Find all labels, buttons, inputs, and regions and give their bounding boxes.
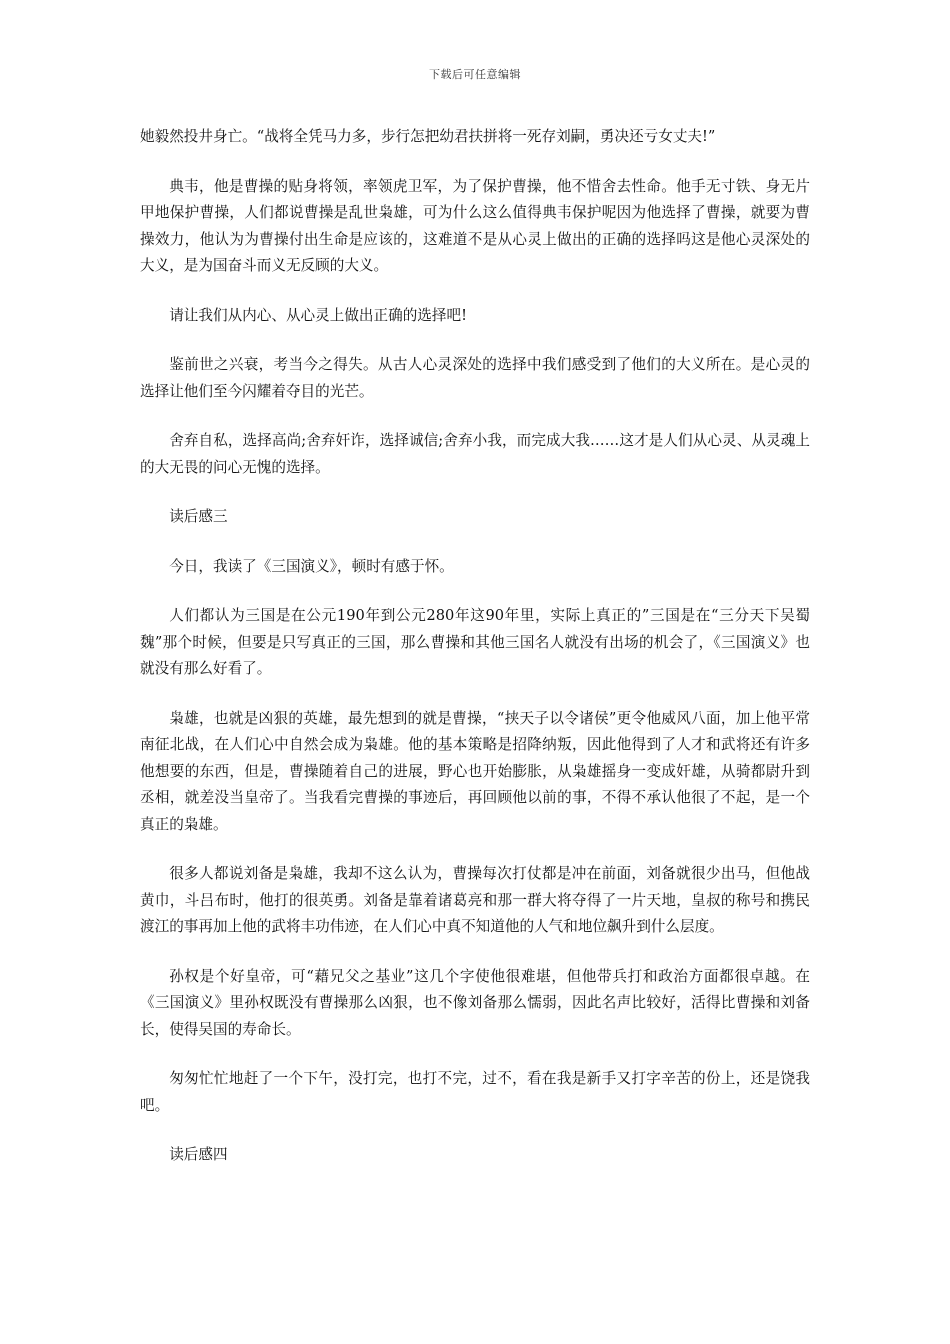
page-header: 下载后可任意编辑 [429, 68, 521, 81]
paragraph: 典韦，他是曹操的贴身将领，率领虎卫军，为了保护曹操，他不惜舍去性命。他手无寸铁、身无片甲地保护曹操，人们都说曹操是乱世枭雄，可为什么这么值得典韦保护呢因为他选择了曹操，就要为曹操效力，他认为为曹操付出生命是应该的，这难道不是从心灵上做出的正确的选择吗这是他心灵深处的大义，是为国奋斗而义无反顾的大义。 [140, 177, 810, 274]
paragraph: 枭雄，也就是凶狠的英雄，最先想到的就是曹操，“挟天子以令诸侯”更令他威风八面，加上他平常南征北战，在人们心中自然会成为枭雄。他的基本策略是招降纳叛，因此他得到了人才和武将还有许多他想要的东西，但是，曹操随着自己的进展，野心也开始膨胀，从枭雄摇身一变成奸雄，从骑都尉升到丞相，就差没当皇帝了。当我看完曹操的事迹后，再回顾他以前的事，不得不承认他很了不起，是一个真正的枭雄。 [140, 709, 810, 833]
paragraph: 鉴前世之兴衰，考当今之得失。从古人心灵深处的选择中我们感受到了他们的大义所在。是心灵的选择让他们至今闪耀着夺目的光芒。 [140, 356, 810, 400]
section-heading: 读后感三 [169, 508, 228, 525]
paragraph: 孙权是个好皇帝，可“藉兄父之基业”这几个字使他很难堪，但他带兵打和政治方面都很卓越。在《三国演义》里孙权既没有曹操那么凶狠，也不像刘备那么懦弱，因此名声比较好，活得比曹操和刘备长，使得吴国的寿命长。 [140, 967, 810, 1038]
paragraph: 匆匆忙忙地赶了一个下午，没打完，也打不完，过不，看在我是新手又打字辛苦的份上，还是饶我吧。 [140, 1070, 810, 1114]
paragraph: 很多人都说刘备是枭雄，我却不这么认为，曹操每次打仗都是冲在前面，刘备就很少出马，但他战黄巾，斗吕布时，他打的很英勇。刘备是靠着诸葛亮和那一群大将夺得了一片天地，皇叔的称号和携民渡江的事再加上他的武将丰功伟迹，在人们心中真不知道他的人气和地位飙升到什么层度。 [140, 865, 810, 935]
paragraph: 人们都认为三国是在公元190年到公元280年这90年里，实际上真正的”三国是在“三分天下吴蜀魏”那个时候，但要是只写真正的三国，那么曹操和其他三国名人就没有出场的机会了，《三国演义》也就没有那么好看了。 [140, 607, 810, 677]
paragraph: 今日，我读了《三国演义》，顿时有感于怀。 [169, 557, 454, 575]
paragraph: 舍弃自私，选择高尚;舍弃奸诈，选择诚信;舍弃小我，而完成大我……这才是人们从心灵、从灵魂上的大无畏的问心无愧的选择。 [140, 432, 810, 476]
paragraph: 她毅然投井身亡。“战将全凭马力多，步行怎把幼君扶拼将一死存刘嗣，勇决还亏女丈夫!” [140, 128, 716, 145]
paragraph: 请让我们从内心、从心灵上做出正确的选择吧! [169, 306, 467, 324]
document-body [140, 124, 810, 1192]
section-heading: 读后感四 [169, 1146, 228, 1163]
